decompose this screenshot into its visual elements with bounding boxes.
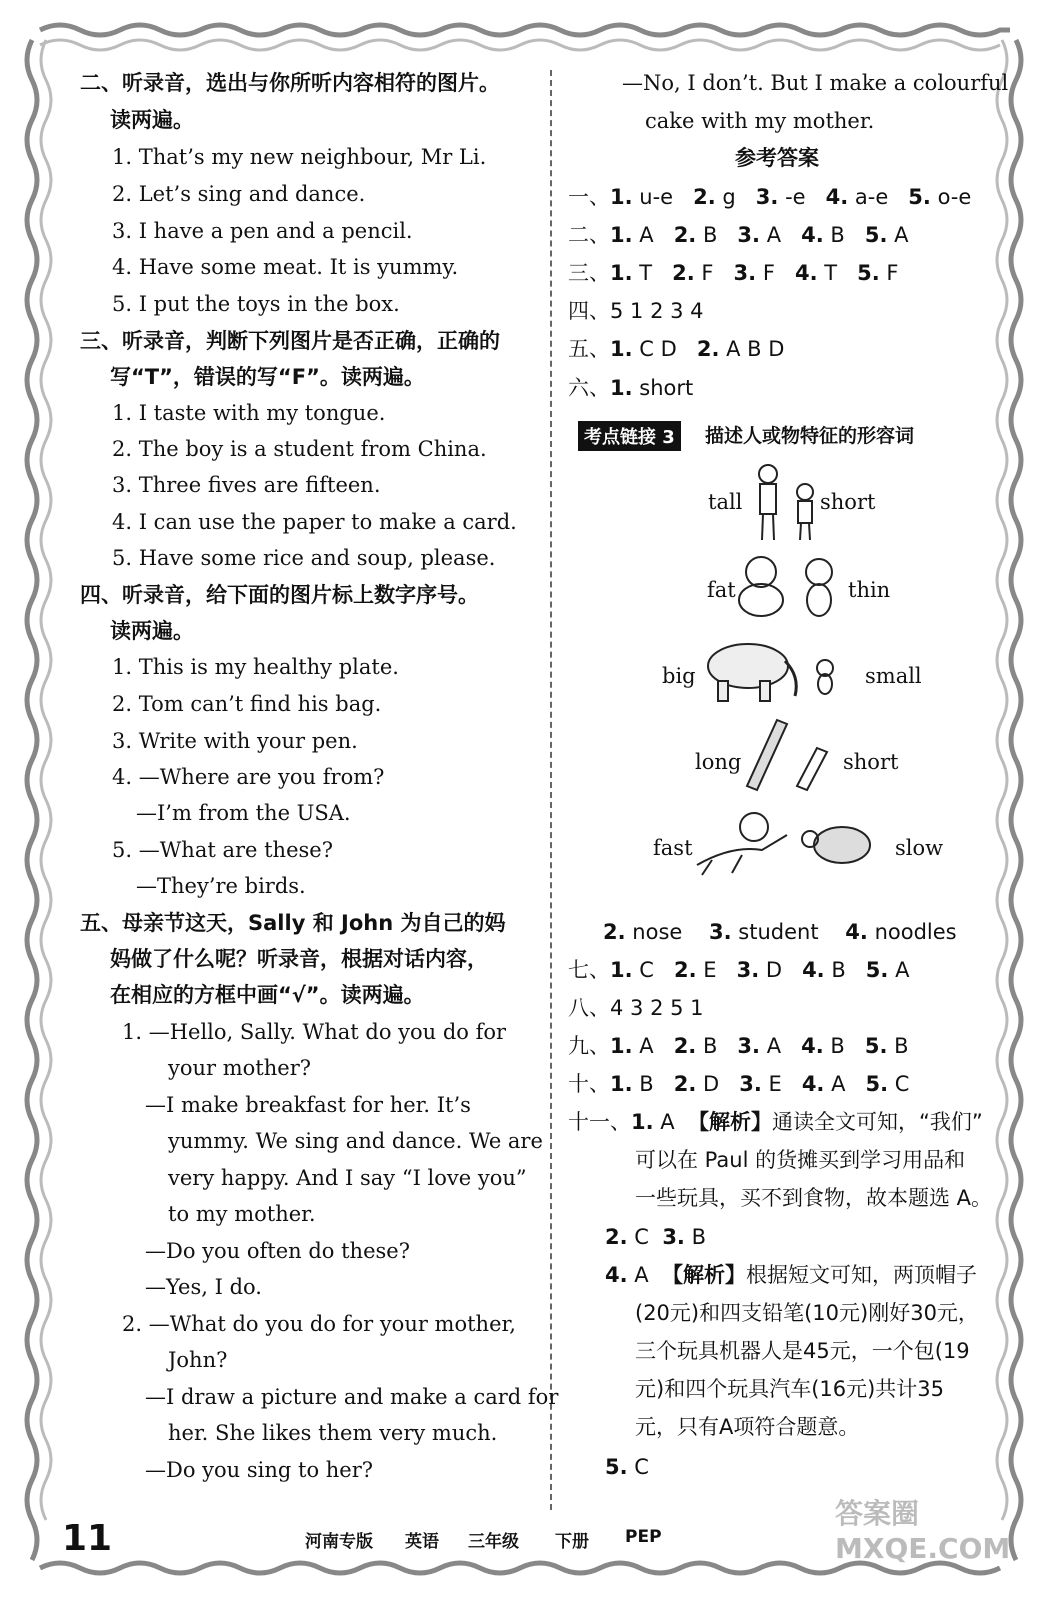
word-slow: slow [895, 836, 944, 860]
answer-row-11-1: 十一、1. A 【解析】通读全文可知，“我们” [568, 1110, 983, 1134]
q5-line-2: your mother? [168, 1056, 311, 1080]
q2-item-2: 2. Let’s sing and dance. [112, 182, 366, 206]
q5-line-9: 2. —What do you do for your mother, [122, 1312, 516, 1336]
word-thin: thin [848, 578, 891, 602]
answer-row-9: 九、1. A 2. B 3. A 4. B 5. B [568, 1034, 909, 1058]
q5-line-8: —Yes, I do. [145, 1275, 262, 1299]
answer-11-4-explain-4: 元)和四个玩具汽车(16元)共计35 [635, 1377, 945, 1401]
q3-item-4: 4. I can use the paper to make a card. [112, 510, 517, 534]
q5-title-line1: 五、母亲节这天，Sally 和 John 为自己的妈 [80, 911, 506, 935]
word-small: small [865, 664, 922, 688]
q5-title-line3: 在相应的方框中画“√”。读两遍。 [110, 983, 425, 1007]
q3-item-2: 2. The boy is a student from China. [112, 437, 487, 461]
q5-line-1: 1. —Hello, Sally. What do you do for [122, 1020, 507, 1044]
answer-row-11-5: 5. C [605, 1455, 649, 1479]
q4-item-2: 2. Tom can’t find his bag. [112, 692, 382, 716]
answer-row-11-2-3: 2. C 3. B [605, 1225, 707, 1249]
q4-item-4: 4. —Where are you from? [112, 765, 385, 789]
answer-row-4: 四、5 1 2 3 4 [568, 299, 704, 323]
word-big: big [662, 664, 696, 688]
watermark: 答案圈 MXQE.COM [835, 1497, 1011, 1565]
q4-item-5-reply: —They’re birds. [136, 874, 306, 898]
answer-row-7: 七、1. C 2. E 3. D 4. B 5. A [568, 958, 910, 982]
word-tall: tall [708, 490, 743, 514]
q5-line-7: —Do you often do these? [145, 1239, 410, 1263]
q5-line-11: —I draw a picture and make a card for [145, 1385, 559, 1409]
q2-item-5: 5. I put the toys in the box. [112, 292, 400, 316]
answer-11-1-explain-3: 一些玩具，买不到食物，故本题选 A。 [635, 1186, 993, 1210]
word-short-2: short [843, 750, 899, 774]
footer-term: 下册 [555, 1532, 589, 1552]
q3-item-3: 3. Three fives are fifteen. [112, 473, 381, 497]
word-fast: fast [653, 836, 693, 860]
q4-title-line2: 读两遍。 [110, 619, 194, 643]
q5-line-4: yummy. We sing and dance. We are [168, 1129, 543, 1153]
q5-line-5: very happy. And I say “I love you” [168, 1166, 527, 1190]
word-long: long [695, 750, 742, 774]
q4-item-1: 1. This is my healthy plate. [112, 655, 399, 679]
q2-item-3: 3. I have a pen and a pencil. [112, 219, 413, 243]
elephant-mouse-illustration [700, 636, 840, 706]
word-short-1: short [820, 490, 876, 514]
answer-11-4-explain-2: (20元)和四支铅笔(10元)刚好30元， [635, 1301, 979, 1325]
q2-item-4: 4. Have some meat. It is yummy. [112, 255, 459, 279]
column-divider [550, 70, 552, 1510]
q2-title-line1: 二、听录音，选出与你所听内容相符的图片。 [80, 71, 500, 95]
lion-turtle-illustration [692, 805, 892, 880]
long-short-rulers-illustration [745, 718, 835, 793]
q2-title-line2: 读两遍。 [110, 108, 194, 132]
tall-short-boys-illustration [750, 460, 820, 550]
q3-title-line2: 写“T”，错误的写“F”。读两遍。 [110, 365, 425, 389]
q4-item-4-reply: —I’m from the USA. [136, 801, 351, 825]
answer-row-2: 二、1. A 2. B 3. A 4. B 5. A [568, 223, 909, 247]
answer-11-4-explain-5: 元，只有A项符合题意。 [635, 1415, 860, 1439]
q5-line-3: —I make breakfast for her. It’s [145, 1093, 471, 1117]
footer-grade: 三年级 [468, 1532, 519, 1552]
q5-line-13: —Do you sing to her? [145, 1458, 374, 1482]
footer-edition: 河南专版 [305, 1532, 373, 1552]
footer-pep: PEP [625, 1527, 662, 1547]
answer-row-8: 八、4 3 2 5 1 [568, 996, 704, 1020]
answers-title: 参考答案 [735, 146, 819, 170]
fat-thin-monkeys-illustration [733, 552, 843, 622]
q4-item-5: 5. —What are these? [112, 838, 333, 862]
q2-item-1: 1. That’s my new neighbour, Mr Li. [112, 145, 487, 169]
answer-row-11-4: 4. A 【解析】根据短文可知，两顶帽子 [605, 1263, 978, 1287]
q5-title-line2: 妈做了什么呢？听录音，根据对话内容， [110, 947, 488, 971]
answer-row-6: 六、1. short [568, 376, 694, 400]
q3-item-1: 1. I taste with my tongue. [112, 401, 386, 425]
q5-line-12: her. She likes them very much. [168, 1421, 498, 1445]
knowledge-link-title: 描述人或物特征的形容词 [705, 425, 915, 447]
answer-row-1: 一、1. u-e 2. g 3. -e 4. a-e 5. o-e [568, 185, 972, 209]
q5-cont-line1: —No, I don’t. But I make a colourful [622, 71, 1009, 95]
q5-line-6: to my mother. [168, 1202, 316, 1226]
q4-item-3: 3. Write with your pen. [112, 729, 358, 753]
q3-title-line1: 三、听录音，判断下列图片是否正确，正确的 [80, 329, 500, 353]
answer-row-6-rest: 2. nose 3. student 4. noodles [603, 920, 957, 944]
page-number: 11 [62, 1518, 113, 1559]
answer-row-3: 三、1. T 2. F 3. F 4. T 5. F [568, 261, 899, 285]
answer-row-5: 五、1. C D 2. A B D [568, 337, 785, 361]
q4-title-line1: 四、听录音，给下面的图片标上数字序号。 [80, 583, 479, 607]
q3-item-5: 5. Have some rice and soup, please. [112, 546, 496, 570]
word-fat: fat [707, 578, 736, 602]
answer-11-4-explain-3: 三个玩具机器人是45元，一个包(19 [635, 1339, 970, 1363]
knowledge-link-badge: 考点链接 3 [578, 421, 681, 451]
q5-cont-line2: cake with my mother. [645, 109, 875, 133]
answer-11-1-explain-2: 可以在 Paul 的货摊买到学习用品和 [635, 1148, 966, 1172]
footer-subject: 英语 [405, 1532, 439, 1552]
answer-row-10: 十、1. B 2. D 3. E 4. A 5. C [568, 1072, 910, 1096]
q5-line-10: John? [168, 1348, 228, 1372]
